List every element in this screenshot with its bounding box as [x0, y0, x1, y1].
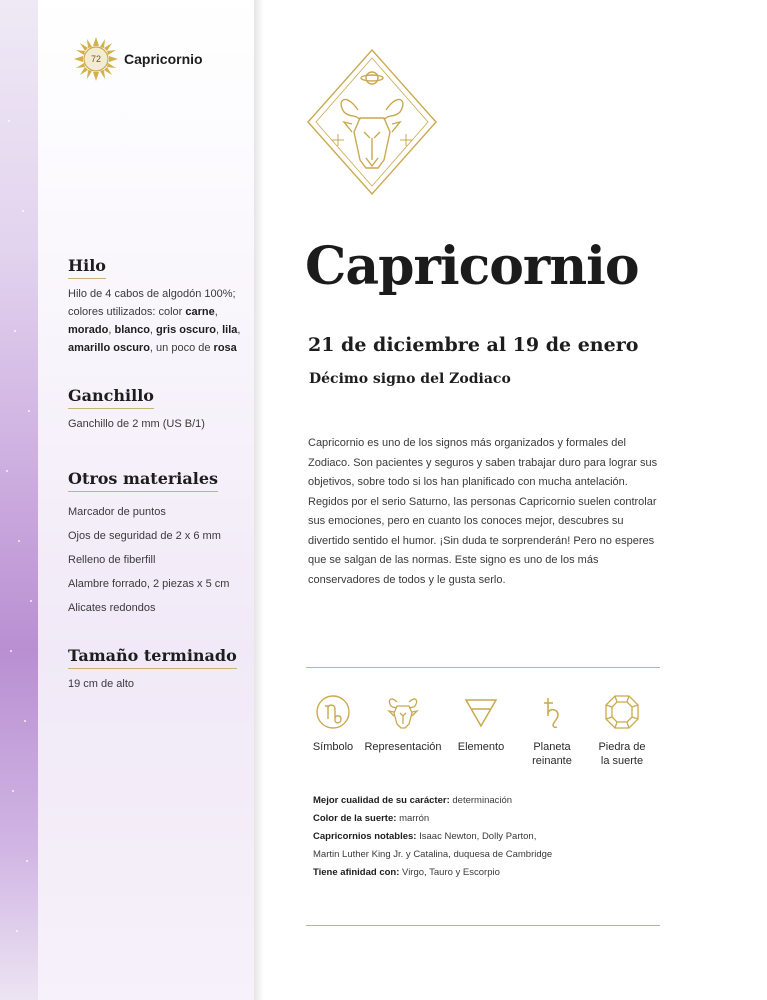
list-item: Alambre forrado, 2 piezas x 5 cm [68, 578, 230, 590]
icon-label [512, 740, 592, 768]
gemstone-icon [604, 694, 640, 730]
icon-label [582, 740, 662, 768]
section-tamano [68, 646, 248, 693]
ganchillo-heading: Ganchillo [68, 386, 154, 409]
list-item: Marcador de puntos [68, 506, 166, 518]
section-ganchillo [68, 386, 248, 433]
goat-head-icon [385, 694, 421, 730]
icon-item-simbolo [293, 694, 373, 754]
yarn-color: blanco [114, 324, 150, 336]
page-title: Capricornio [305, 236, 639, 297]
header-title: Capricornio [124, 51, 203, 67]
sign-facts [313, 792, 663, 882]
section-otros-materiales [68, 469, 248, 620]
icon-label-line: la suerte [600, 755, 644, 767]
tamano-heading: Tamaño terminado [68, 646, 237, 669]
list-item: Alicates redondos [68, 602, 156, 614]
capricorn-symbol-icon [315, 694, 351, 730]
fact-value: determinación [452, 795, 513, 806]
yarn-color: amarillo oscuro [68, 342, 150, 354]
section-hilo [68, 256, 248, 357]
fact-cualidad [313, 792, 663, 810]
hilo-tail: un poco de [156, 342, 211, 354]
tamano-text: 19 cm de alto [68, 678, 135, 690]
yarn-color: lila [222, 324, 238, 336]
yarn-color: rosa [213, 342, 237, 354]
divider-bottom [306, 925, 660, 926]
otros-heading: Otros materiales [68, 469, 218, 492]
icon-item-representacion [363, 694, 443, 754]
hilo-heading: Hilo [68, 256, 106, 279]
earth-element-icon [463, 694, 499, 730]
yarn-color: morado [68, 324, 109, 336]
materials-list [68, 500, 248, 620]
ganchillo-text: Ganchillo de 2 mm (US B/1) [68, 418, 205, 430]
fact-label: Capricornios notables: [313, 831, 417, 842]
fact-label: Mejor cualidad de su carácter: [313, 795, 450, 806]
list-item: Ojos de seguridad de 2 x 6 mm [68, 530, 221, 542]
zodiac-icons-row [306, 694, 660, 784]
hilo-text: Hilo de 4 cabos de algodón 100%; colores utilizados: color carne, morado, blanco, gris oscuro, lila, amarillo oscuro, un poco de rosa [68, 288, 241, 354]
saturn-icon [534, 694, 570, 730]
icon-label: Representación [364, 741, 442, 753]
icon-item-planeta [512, 694, 592, 768]
fact-label: Color de la suerte: [313, 813, 397, 824]
icon-label: Símbolo [312, 741, 354, 753]
divider-top [306, 667, 660, 668]
sign-description: Capricornio es uno de los signos más organizados y formales del Zodiaco. Son pacientes y seguros y saben trabajar duro para lograr sus objetivos, sobre todo si los han planificado con mucha antelación. Regidos por el serio Saturno, las personas Capricornio suelen controlar sus emociones, pero en cuanto los conoces mejor, descubres su divertido sentido el humor. ¡Sin duda te sorprenderán! Pero no esperes que se salgan de las normas. Este signo es uno de los más conservadores de todos y le gusta serlo. [308, 437, 658, 586]
page-header [74, 37, 203, 81]
icon-label-line: Piedra de [598, 741, 646, 753]
date-range: 21 de diciembre al 19 de enero [308, 334, 639, 356]
icon-label-line: Planeta [533, 741, 571, 753]
icon-label: Elemento [457, 741, 505, 753]
sun-badge-icon [74, 37, 118, 81]
icon-item-piedra [582, 694, 662, 768]
fact-afinidad [313, 864, 663, 882]
page-number: 72 [90, 54, 101, 64]
fact-value: Martin Luther King Jr. y Catalina, duquesa de Cambridge [313, 849, 553, 860]
fact-notables [313, 828, 663, 864]
page-fold-shadow [254, 0, 264, 1000]
yarn-color: gris oscuro [156, 324, 216, 336]
icon-item-elemento [441, 694, 521, 754]
icon-label-line: reinante [532, 755, 572, 767]
capricorn-emblem-icon [306, 48, 438, 196]
fact-value: Virgo, Tauro y Escorpio [402, 867, 500, 878]
hilo-intro: Hilo de 4 cabos de algodón 100%; colores utilizados: color [68, 288, 236, 318]
yarn-color: carne [185, 306, 215, 318]
fact-color [313, 810, 663, 828]
fact-value: Isaac Newton, Dolly Parton, [419, 831, 537, 842]
sign-subtitle: Décimo signo del Zodiaco [309, 371, 511, 387]
galaxy-border [0, 0, 38, 1000]
fact-label: Tiene afinidad con: [313, 867, 400, 878]
list-item: Relleno de fiberfill [68, 554, 156, 566]
fact-value: marrón [399, 813, 430, 824]
